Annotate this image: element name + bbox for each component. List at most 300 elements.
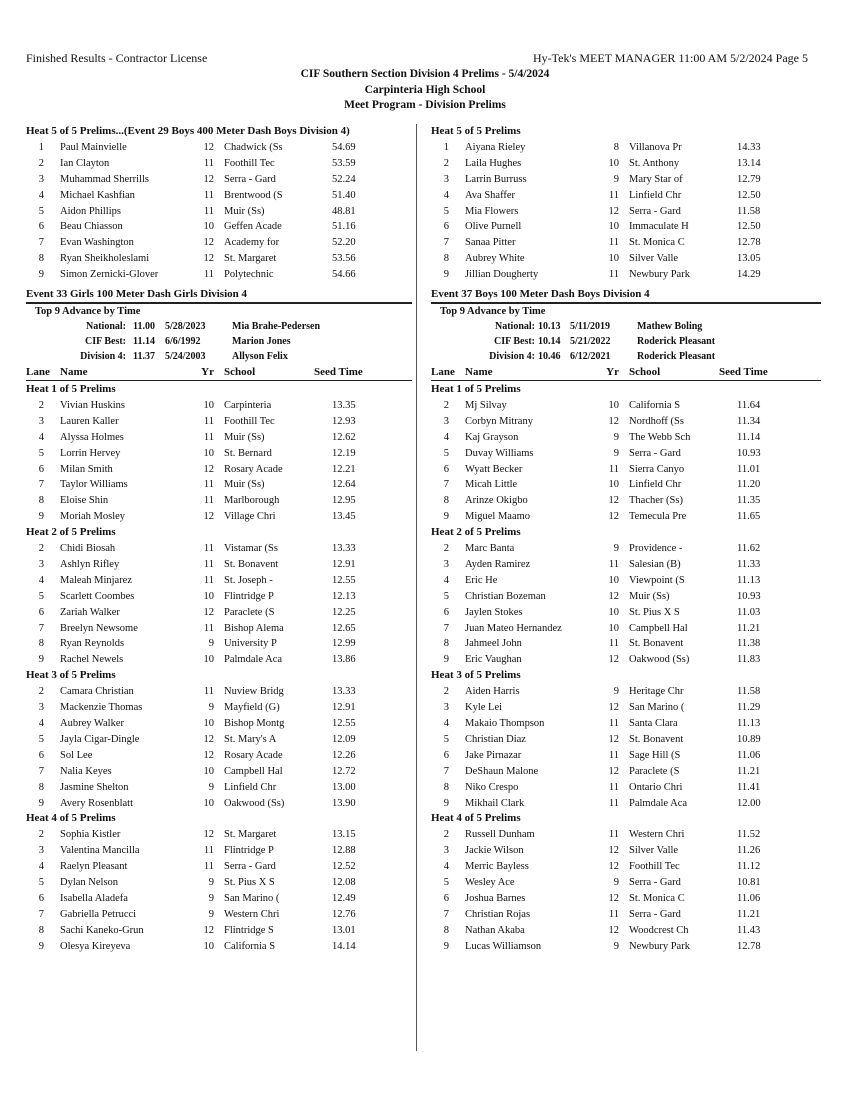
athlete-name: Gabriella Petrucci — [60, 908, 137, 920]
seed-time: 11.83 — [737, 654, 761, 666]
athlete-year: 10 — [203, 797, 214, 809]
lane-number: 6 — [443, 463, 449, 475]
school-name: Santa Clara — [629, 718, 678, 730]
school-name: Rosary Acade — [224, 749, 283, 761]
table-row — [26, 204, 412, 220]
school-name: St. Pius X S — [629, 606, 680, 618]
seed-time: 12.00 — [737, 797, 761, 809]
school-name: Linfield Chr — [629, 479, 682, 491]
athlete-year: 10 — [608, 157, 619, 169]
athlete-year: 11 — [608, 781, 619, 793]
school-name: Polytechnic — [224, 269, 274, 281]
school-name: Village Chri — [224, 511, 276, 523]
seed-time: 13.35 — [332, 400, 356, 412]
seed-time: 12.09 — [332, 733, 356, 745]
lane-number: 3 — [38, 702, 44, 714]
table-row — [431, 140, 821, 156]
lane-number: 6 — [38, 606, 44, 618]
seed-time: 11.43 — [737, 924, 761, 936]
meet-titles — [0, 67, 850, 114]
school-name: Serra - Gard — [224, 861, 276, 873]
table-row — [26, 589, 412, 605]
heat-title: Heat 1 of 5 Prelims — [26, 383, 116, 396]
athlete-name: Paul Mainvielle — [60, 142, 127, 153]
table-row — [431, 589, 821, 605]
athlete-year: 11 — [608, 749, 619, 761]
table-row — [26, 493, 412, 509]
table-row — [431, 172, 821, 188]
heat-title: Heat 3 of 5 Prelims — [26, 669, 116, 682]
table-row — [26, 219, 412, 235]
lane-number: 7 — [443, 908, 449, 920]
lane-number: 3 — [443, 845, 449, 857]
athlete-name: Mia Flowers — [465, 205, 519, 217]
advance-rule: Top 9 Advance by Time — [35, 306, 141, 318]
event-title: Event 37 Boys 100 Meter Dash Boys Division 4 — [431, 287, 821, 304]
seed-time: 11.52 — [737, 829, 761, 841]
seed-time: 11.12 — [737, 861, 761, 873]
record-row — [26, 349, 412, 364]
lane-number: 4 — [38, 574, 44, 586]
school-name: St. Monica C — [629, 237, 685, 249]
lane-header: Lane — [431, 366, 455, 379]
record-date: 6/12/2021 — [570, 351, 611, 363]
athlete-name: Christian Rojas — [465, 908, 531, 920]
table-row — [431, 509, 821, 525]
athlete-year: 10 — [608, 479, 619, 491]
lane-number: 9 — [38, 797, 44, 809]
seed-time: 51.16 — [332, 221, 356, 233]
school-name: Bishop Montg — [224, 718, 285, 730]
athlete-year: 11 — [203, 431, 214, 443]
athlete-year: 9 — [613, 447, 619, 459]
athlete-name: Ashlyn Rifley — [60, 559, 120, 571]
table-row — [431, 907, 821, 923]
table-row — [431, 235, 821, 251]
athlete-name: Jaylen Stokes — [465, 606, 523, 618]
table-row — [26, 573, 412, 589]
athlete-name: Aidon Phillips — [60, 205, 121, 217]
carry-heat-title: Heat 5 of 5 Prelims...(Event 29 Boys 400 Meter Dash Boys Division 4) — [26, 125, 350, 137]
school-name: Muir (Ss) — [224, 205, 265, 217]
athlete-name: Jahmeel John — [465, 638, 522, 650]
athlete-year: 12 — [203, 511, 214, 523]
table-row — [26, 446, 412, 462]
heat-title: Heat 1 of 5 Prelims — [431, 383, 521, 396]
lane-number: 3 — [38, 559, 44, 571]
athlete-name: Juan Mateo Hernandez — [465, 622, 562, 634]
seed-time: 12.19 — [332, 447, 356, 459]
athlete-name: Vivian Huskins — [60, 400, 125, 412]
seed-time: 11.38 — [737, 638, 761, 650]
athlete-year: 11 — [203, 559, 214, 571]
athlete-name: Aubrey White — [465, 253, 525, 265]
lane-number: 6 — [443, 749, 449, 761]
seed-time: 12.21 — [332, 463, 356, 475]
table-row — [431, 796, 821, 812]
athlete-year: 12 — [608, 654, 619, 666]
table-row — [26, 621, 412, 637]
lane-number: 2 — [38, 686, 44, 698]
table-row — [26, 684, 412, 700]
table-row — [431, 652, 821, 668]
athlete-year: 11 — [608, 463, 619, 475]
school-name: University P — [224, 638, 277, 650]
school-name: Foothill Tec — [224, 415, 275, 427]
athlete-year: 9 — [208, 638, 214, 650]
table-row — [431, 541, 821, 557]
lane-number: 9 — [38, 269, 44, 281]
school-name: Marlborough — [224, 495, 280, 507]
table-row — [431, 493, 821, 509]
table-row — [26, 462, 412, 478]
table-row — [26, 764, 412, 780]
school-name: Nuview Bridg — [224, 686, 284, 698]
table-row — [431, 684, 821, 700]
athlete-name: Nalia Keyes — [60, 765, 112, 777]
table-row — [26, 188, 412, 204]
lane-number: 5 — [38, 205, 44, 217]
table-row — [431, 251, 821, 267]
athlete-name: Wyatt Becker — [465, 463, 523, 475]
athlete-year: 12 — [203, 749, 214, 761]
athlete-name: Moriah Mosley — [60, 511, 126, 523]
lane-number: 2 — [443, 400, 449, 412]
school-name: St. Pius X S — [224, 877, 275, 889]
athlete-name: Joshua Barnes — [465, 892, 526, 904]
athlete-name: Sophia Kistler — [60, 829, 121, 841]
school-name: Academy for — [224, 237, 280, 249]
school-name: Newbury Park — [629, 269, 690, 281]
athlete-name: Christian Bozeman — [465, 590, 546, 602]
seed-time: 11.21 — [737, 908, 761, 920]
table-row — [431, 621, 821, 637]
lane-number: 3 — [38, 173, 44, 185]
program-title: Meet Program - Division Prelims — [344, 99, 506, 111]
table-row — [26, 414, 412, 430]
seed-time: 10.93 — [737, 590, 761, 602]
seed-time: 11.33 — [737, 559, 761, 571]
athlete-name: Christian Diaz — [465, 733, 526, 745]
lane-number: 8 — [38, 924, 44, 936]
seed-time: 12.50 — [737, 221, 761, 233]
table-row — [26, 875, 412, 891]
athlete-name: Evan Washington — [60, 237, 134, 249]
athlete-year: 12 — [203, 253, 214, 265]
athlete-name: Arinze Okigbo — [465, 495, 528, 507]
lane-number: 3 — [443, 702, 449, 714]
school-name: Western Chri — [224, 908, 280, 920]
athlete-name: Aiyana Rieley — [465, 142, 526, 153]
athlete-year: 12 — [203, 829, 214, 841]
meet-title: CIF Southern Section Division 4 Prelims - 5/4/2024 — [300, 68, 550, 80]
record-holder: Allyson Felix — [232, 351, 288, 363]
seed-time: 12.93 — [332, 415, 356, 427]
school-name: Immaculate H — [629, 221, 689, 233]
record-row — [26, 334, 412, 349]
athlete-name: Avery Rosenblatt — [60, 797, 133, 809]
lane-number: 4 — [38, 189, 44, 201]
table-row — [431, 748, 821, 764]
lane-number: 8 — [443, 781, 449, 793]
lane-number: 8 — [38, 495, 44, 507]
lane-number: 2 — [443, 686, 449, 698]
athlete-name: Muhammad Sherrills — [60, 173, 149, 185]
athlete-year: 9 — [613, 173, 619, 185]
carry-heat-title: Heat 5 of 5 Prelims — [431, 125, 521, 137]
seed-time: 11.58 — [737, 205, 761, 217]
athlete-name: Lucas Williamson — [465, 940, 542, 952]
column-divider — [416, 124, 417, 1051]
lane-number: 7 — [38, 908, 44, 920]
athlete-year: 9 — [613, 431, 619, 443]
seed-time: 12.79 — [737, 173, 761, 185]
athlete-year: 11 — [203, 686, 214, 698]
athlete-year: 11 — [203, 205, 214, 217]
school-name: Carpinteria — [224, 400, 272, 412]
school-name: Campbell Hal — [224, 765, 283, 777]
table-row — [431, 859, 821, 875]
seed-time: 11.01 — [737, 463, 761, 475]
table-row — [26, 796, 412, 812]
lane-number: 7 — [38, 237, 44, 249]
record-date: 6/6/1992 — [165, 336, 201, 348]
school-name: St. Monica C — [629, 892, 685, 904]
lane-number: 1 — [443, 142, 449, 153]
school-name: Sierra Canyo — [629, 463, 685, 475]
athlete-year: 12 — [608, 415, 619, 427]
record-holder: Roderick Pleasant — [637, 336, 716, 348]
table-row — [26, 477, 412, 493]
lane-number: 4 — [443, 861, 449, 873]
seed-time: 11.20 — [737, 479, 761, 491]
seed-time: 11.62 — [737, 543, 761, 555]
header-right-text: Hy-Tek's MEET MANAGER 11:00 AM 5/2/2024 Page 5 — [533, 51, 808, 65]
table-row — [431, 716, 821, 732]
school-name: Oakwood (Ss) — [224, 797, 285, 809]
heat-title: Heat 2 of 5 Prelims — [26, 526, 116, 539]
athlete-year: 9 — [208, 781, 214, 793]
athlete-year: 10 — [608, 606, 619, 618]
table-row — [431, 414, 821, 430]
athlete-name: Raelyn Pleasant — [60, 861, 128, 873]
lane-number: 3 — [443, 415, 449, 427]
table-row — [431, 430, 821, 446]
school-name: Providence - — [629, 543, 683, 555]
athlete-year: 12 — [203, 237, 214, 249]
record-holder: Roderick Pleasant — [637, 351, 716, 363]
lane-number: 2 — [443, 157, 449, 169]
athlete-year: 12 — [608, 733, 619, 745]
table-row — [26, 780, 412, 796]
table-row — [26, 907, 412, 923]
lane-number: 7 — [443, 479, 449, 491]
lane-number: 3 — [443, 173, 449, 185]
record-label: National: — [495, 321, 535, 333]
school-name: Serra - Gard — [629, 205, 681, 217]
seed-time: 54.66 — [332, 269, 356, 281]
athlete-name: Ryan Sheikholeslami — [60, 253, 150, 265]
seed-time: 14.29 — [737, 269, 761, 281]
table-row — [431, 557, 821, 573]
table-row — [26, 267, 412, 283]
athlete-year: 11 — [203, 543, 214, 555]
school-name: St. Anthony — [629, 157, 680, 169]
record-row — [431, 349, 821, 364]
table-row — [431, 398, 821, 414]
athlete-year: 10 — [203, 718, 214, 730]
seed-time: 12.62 — [332, 431, 356, 443]
table-row — [26, 156, 412, 172]
seed-time: 11.41 — [737, 781, 761, 793]
seed-time: 12.55 — [332, 574, 356, 586]
table-row — [431, 477, 821, 493]
seed-time: 12.25 — [332, 606, 356, 618]
athlete-name: Rachel Newels — [60, 654, 124, 666]
lane-number: 6 — [443, 892, 449, 904]
venue-title: Carpinteria High School — [364, 83, 486, 96]
lane-number: 8 — [38, 253, 44, 265]
athlete-name: Duvay Williams — [465, 447, 534, 459]
seed-time: 12.08 — [332, 877, 356, 889]
record-row — [431, 334, 821, 349]
lane-number: 8 — [443, 924, 449, 936]
seed-time: 12.91 — [332, 559, 356, 571]
school-name: Serra - Gard — [629, 908, 681, 920]
table-row — [26, 235, 412, 251]
seed-time: 11.14 — [737, 431, 761, 443]
lane-number: 4 — [443, 574, 449, 586]
athlete-name: Marc Banta — [465, 543, 515, 555]
athlete-year: 11 — [203, 861, 214, 873]
table-row — [26, 700, 412, 716]
school-name: Viewpoint (S — [629, 574, 685, 586]
school-name: Salesian (B) — [629, 559, 681, 571]
table-row — [26, 636, 412, 652]
athlete-year: 9 — [208, 908, 214, 920]
lane-number: 5 — [38, 877, 44, 889]
school-name: Linfield Chr — [224, 781, 277, 793]
seed-time: 11.35 — [737, 495, 761, 507]
athlete-year: 11 — [203, 269, 214, 281]
table-row — [431, 267, 821, 283]
athlete-year: 11 — [608, 829, 619, 841]
table-row — [431, 156, 821, 172]
seed-time: 11.21 — [737, 765, 761, 777]
seed-time: 10.81 — [737, 877, 761, 889]
athlete-name: Sachi Kaneko-Grun — [60, 924, 144, 936]
table-row — [26, 891, 412, 907]
athlete-year: 10 — [203, 400, 214, 412]
school-name: Muir (Ss) — [629, 590, 670, 602]
lane-number: 7 — [38, 622, 44, 634]
seed-time: 11.13 — [737, 718, 761, 730]
school-name: Serra - Gard — [629, 877, 681, 889]
seed-time: 12.64 — [332, 479, 356, 491]
table-row — [26, 652, 412, 668]
table-row — [26, 716, 412, 732]
table-row — [26, 843, 412, 859]
athlete-year: 12 — [608, 861, 619, 873]
table-row — [431, 204, 821, 220]
athlete-name: Chidi Biosah — [60, 543, 116, 555]
record-row — [431, 319, 821, 334]
athlete-year: 11 — [608, 908, 619, 920]
school-name: Palmdale Aca — [629, 797, 688, 809]
athlete-name: Jasmine Shelton — [60, 781, 129, 793]
seed-time: 12.72 — [332, 765, 356, 777]
school-name: Heritage Chr — [629, 686, 684, 698]
athlete-name: Valentina Mancilla — [60, 845, 140, 857]
athlete-name: Jake Pirnazar — [465, 749, 522, 761]
athlete-year: 10 — [608, 622, 619, 634]
table-row — [431, 573, 821, 589]
athlete-year: 12 — [608, 495, 619, 507]
school-name: Chadwick (Ss — [224, 142, 283, 153]
athlete-name: Niko Crespo — [465, 781, 519, 793]
athlete-name: Olive Purnell — [465, 221, 522, 233]
table-row — [431, 843, 821, 859]
athlete-name: Ian Clayton — [60, 157, 110, 169]
athlete-year: 12 — [608, 765, 619, 777]
lane-number: 1 — [38, 142, 44, 153]
school-name: Woodcrest Ch — [629, 924, 689, 936]
lane-number: 7 — [38, 765, 44, 777]
record-time: 10.14 — [538, 336, 561, 348]
lane-number: 9 — [443, 269, 449, 281]
athlete-name: Mackenzie Thomas — [60, 702, 143, 714]
school-name: Silver Valle — [629, 845, 679, 857]
athlete-name: Laila Hughes — [465, 157, 522, 169]
record-date: 5/28/2023 — [165, 321, 206, 333]
table-row — [26, 827, 412, 843]
table-row — [26, 140, 412, 156]
table-row — [431, 939, 821, 955]
athlete-name: Michael Kashfian — [60, 189, 135, 201]
athlete-year: 12 — [608, 590, 619, 602]
athlete-year: 10 — [203, 447, 214, 459]
school-name: Rosary Acade — [224, 463, 283, 475]
seed-time: 48.81 — [332, 205, 356, 217]
athlete-name: Breelyn Newsome — [60, 622, 138, 634]
athlete-name: Miguel Maamo — [465, 511, 531, 523]
school-name: Ontario Chri — [629, 781, 683, 793]
athlete-name: Camara Christian — [60, 686, 134, 698]
school-name: Newbury Park — [629, 940, 690, 952]
athlete-name: Zariah Walker — [60, 606, 120, 618]
table-row — [26, 748, 412, 764]
table-row — [431, 462, 821, 478]
lane-number: 5 — [443, 877, 449, 889]
record-label: CIF Best: — [493, 336, 535, 348]
school-name: Paraclete (S — [224, 606, 275, 618]
seed-time: 13.33 — [332, 686, 356, 698]
record-date: 5/11/2019 — [570, 321, 611, 333]
lane-number: 3 — [38, 415, 44, 427]
lane-number: 5 — [443, 733, 449, 745]
seed-time: 53.56 — [332, 253, 356, 265]
athlete-year: 10 — [608, 400, 619, 412]
seed-time: 12.78 — [737, 237, 761, 249]
record-holder: Mathew Boling — [637, 321, 703, 333]
lane-number: 2 — [38, 829, 44, 841]
athlete-year: 10 — [608, 574, 619, 586]
lane-number: 5 — [443, 590, 449, 602]
lane-number: 7 — [443, 237, 449, 249]
athlete-year: 12 — [203, 606, 214, 618]
seed-time: 13.45 — [332, 511, 356, 523]
seed-time: 14.33 — [737, 142, 761, 153]
